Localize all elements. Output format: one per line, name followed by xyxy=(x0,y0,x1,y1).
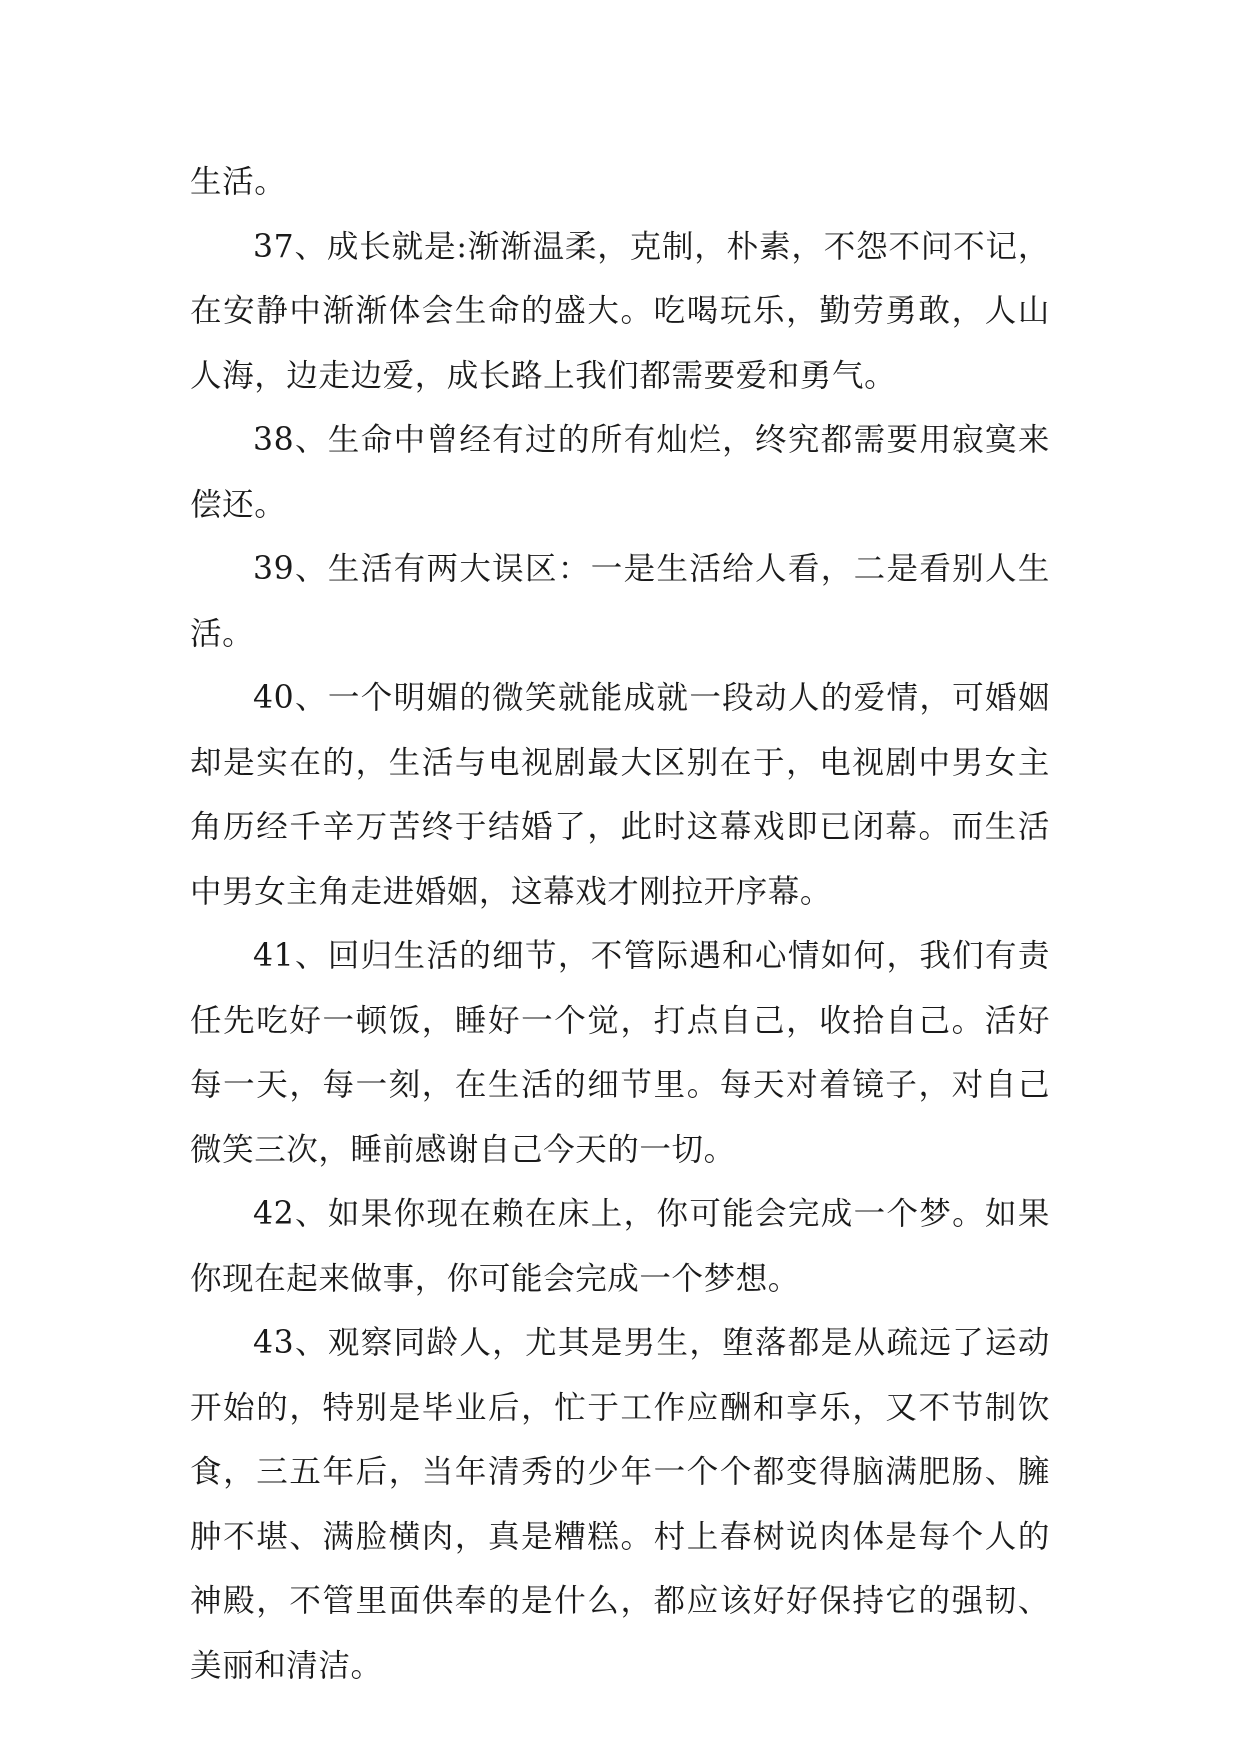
paragraph-42: 42、如果你现在赖在床上，你可能会完成一个梦。如果你现在起来做事，你可能会完成一个梦想。 xyxy=(190,1196,1050,1297)
paragraph-41: 41、回归生活的细节，不管际遇和心情如何，我们有责任先吃好一顿饭，睡好一个觉，打点自己，收拾自己。活好每一天，每一刻，在生活的细节里。每天对着镜子，对自己微笑三次，睡前感谢自己今天的一切。 xyxy=(190,938,1050,1168)
paragraph-39: 39、生活有两大误区：一是生活给人看，二是看别人生活。 xyxy=(190,551,1050,652)
paragraph-40: 40、一个明媚的微笑就能成就一段动人的爱情，可婚姻却是实在的，生活与电视剧最大区别在于，电视剧中男女主角历经千辛万苦终于结婚了，此时这幕戏即已闭幕。而生活中男女主角走进婚姻，这幕戏才刚拉开序幕。 xyxy=(190,680,1050,910)
document-body xyxy=(190,150,1050,1698)
paragraph-37: 37、成长就是:渐渐温柔，克制，朴素，不怨不问不记，在安静中渐渐体会生命的盛大。吃喝玩乐，勤劳勇敢，人山人海，边走边爱，成长路上我们都需要爱和勇气。 xyxy=(190,228,1050,394)
paragraph-38: 38、生命中曾经有过的所有灿烂，终究都需要用寂寞来偿还。 xyxy=(190,422,1050,523)
paragraph-continuation: 生活。 xyxy=(190,164,287,200)
paragraph-43: 43、观察同龄人，尤其是男生，堕落都是从疏远了运动开始的，特别是毕业后，忙于工作应酬和享乐，又不节制饮食，三五年后，当年清秀的少年一个个都变得脑满肥肠、臃肿不堪、满脸横肉，真是糟糕。村上春树说肉体是每个人的神殿，不管里面供奉的是什么，都应该好好保持它的强韧、美丽和清洁。 xyxy=(190,1325,1050,1684)
